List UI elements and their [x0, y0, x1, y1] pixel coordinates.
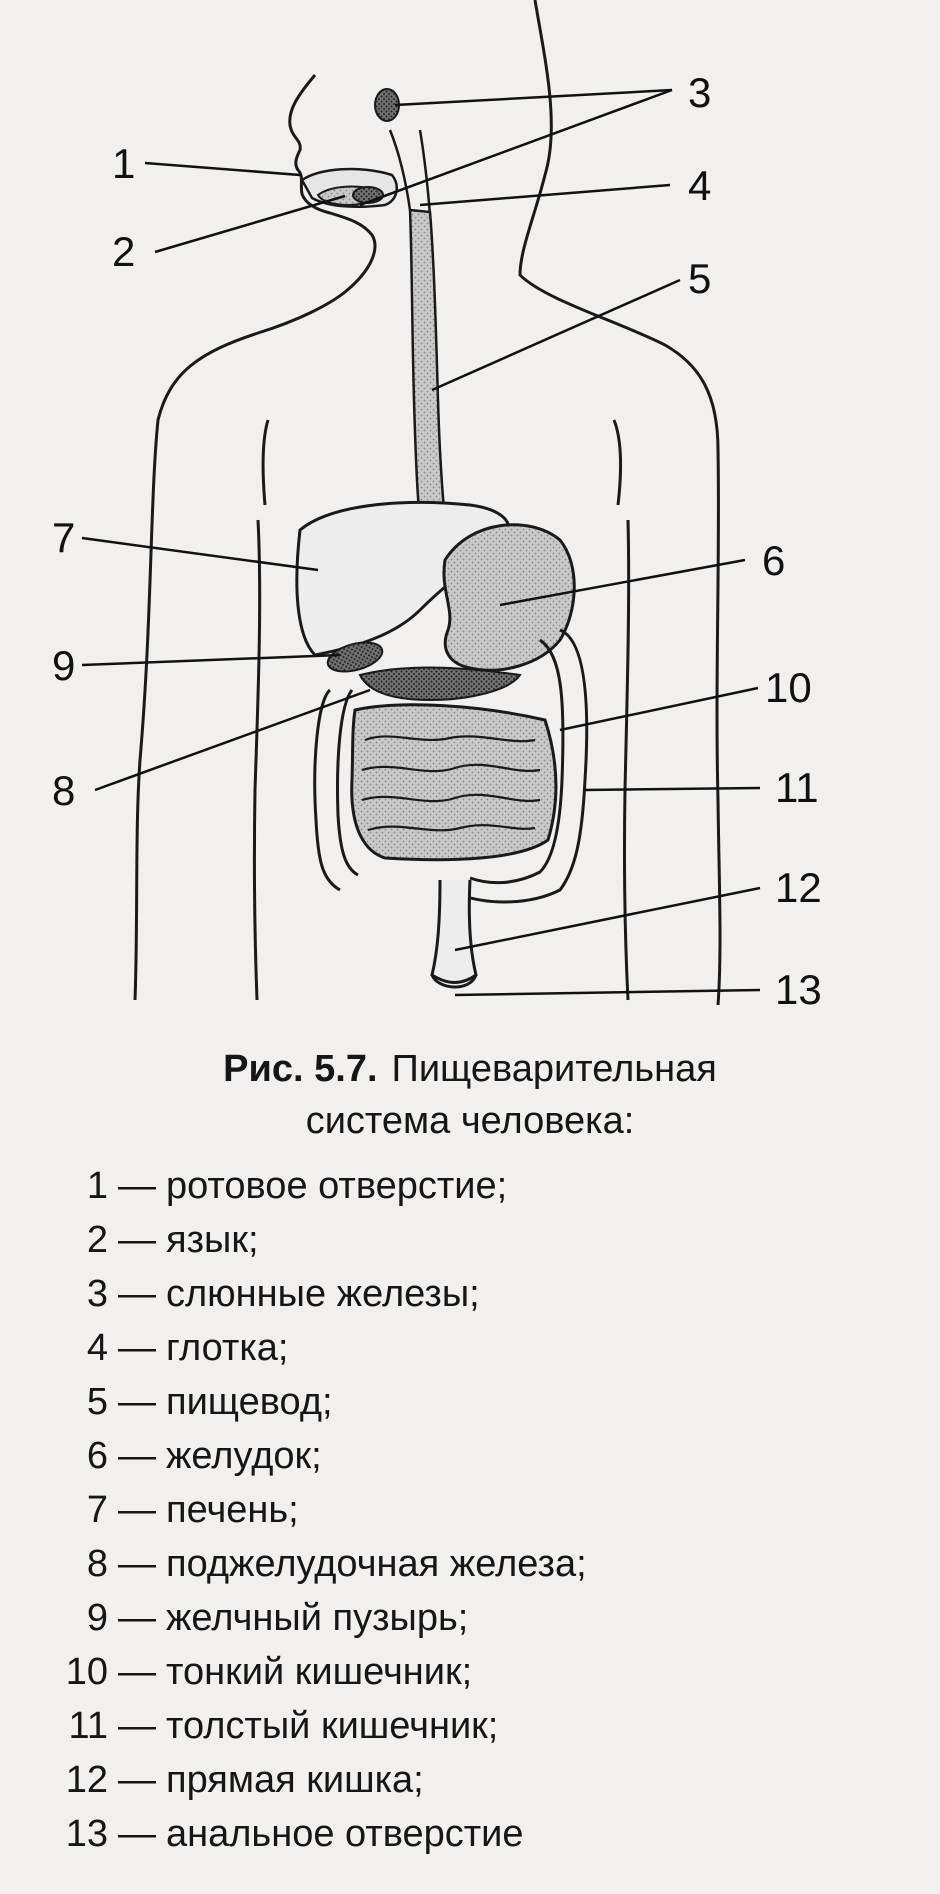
label-7: 7: [52, 514, 76, 561]
legend-number: 12: [65, 1759, 108, 1801]
pharynx-outline: [390, 130, 430, 215]
legend-item: [0, 1484, 299, 1536]
label-13: 13: [775, 966, 822, 1013]
legend-text: пищевод;: [166, 1381, 333, 1423]
label-2: 2: [112, 228, 136, 275]
legend-dash: —: [118, 1705, 156, 1747]
legend-number: 3: [86, 1273, 108, 1315]
legend-item: [0, 1268, 480, 1320]
legend-number: 8: [86, 1543, 108, 1585]
legend-text: тонкий кишечник;: [166, 1651, 473, 1693]
legend-number: 10: [65, 1651, 108, 1693]
legend-dash: —: [118, 1597, 156, 1639]
legend-dash: —: [118, 1543, 156, 1585]
figure-title-line2: система человека:: [305, 1100, 635, 1142]
stomach: [444, 525, 574, 670]
label-11: 11: [775, 764, 819, 811]
label-9: 9: [52, 642, 76, 689]
pancreas: [360, 668, 520, 701]
legend-number: 5: [86, 1381, 108, 1423]
legend-item: [0, 1646, 472, 1698]
legend-number: 4: [86, 1327, 108, 1369]
legend-dash: —: [118, 1327, 156, 1369]
legend-item: [0, 1430, 322, 1482]
label-5: 5: [688, 255, 712, 302]
legend-dash: —: [118, 1759, 156, 1801]
legend-text: желчный пузырь;: [166, 1597, 469, 1639]
legend-number: 2: [86, 1219, 108, 1261]
legend-dash: —: [118, 1435, 156, 1477]
legend-text: печень;: [166, 1489, 299, 1531]
rectum: [432, 880, 476, 983]
legend-text: поджелудочная железа;: [166, 1543, 587, 1585]
legend-item: [0, 1754, 424, 1806]
label-6: 6: [762, 537, 786, 584]
legend-item: [0, 1322, 288, 1374]
legend-text: ротовое отверстие;: [166, 1165, 508, 1207]
mouth-cavity: [302, 169, 397, 207]
legend-text: глотка;: [166, 1327, 289, 1369]
legend-number: 6: [86, 1435, 108, 1477]
legend-item: [0, 1808, 524, 1860]
legend-dash: —: [118, 1219, 156, 1261]
legend-number: 1: [86, 1165, 108, 1207]
legend-text: слюнные железы;: [166, 1273, 480, 1315]
legend-item: [0, 1538, 587, 1590]
figure-caption: [0, 1043, 940, 1147]
legend-item: [0, 1592, 468, 1644]
legend-item: [0, 1376, 333, 1428]
legend-dash: —: [118, 1489, 156, 1531]
legend-text: прямая кишка;: [166, 1759, 424, 1801]
label-3: 3: [688, 69, 712, 116]
legend-text: желудок;: [166, 1435, 322, 1477]
legend-text: язык;: [166, 1219, 259, 1261]
legend-dash: —: [118, 1381, 156, 1423]
legend-dash: —: [118, 1651, 156, 1693]
legend-number: 13: [65, 1813, 108, 1855]
legend-text: толстый кишечник;: [166, 1705, 499, 1747]
small-intestine: [352, 705, 556, 860]
legend-dash: —: [118, 1165, 156, 1207]
label-4: 4: [688, 162, 712, 209]
label-8: 8: [52, 767, 76, 814]
label-12: 12: [775, 864, 822, 911]
figure-number: Рис. 5.7.: [223, 1048, 378, 1090]
legend-item: [0, 1700, 498, 1752]
legend-number: 7: [86, 1489, 108, 1531]
legend-item: [0, 1160, 507, 1212]
caption-line-1: [0, 1043, 940, 1095]
label-10: 10: [765, 664, 812, 711]
legend-number: 9: [86, 1597, 108, 1639]
legend-item: [0, 1214, 259, 1266]
legend-number: 11: [68, 1705, 108, 1747]
legend-dash: —: [118, 1813, 156, 1855]
legend-text: анальное отверстие: [166, 1813, 524, 1855]
salivary-gland-lower: [353, 187, 383, 203]
legend-dash: —: [118, 1273, 156, 1315]
figure-title-line1: Пищеварительная: [391, 1048, 717, 1090]
label-1: 1: [112, 140, 136, 187]
